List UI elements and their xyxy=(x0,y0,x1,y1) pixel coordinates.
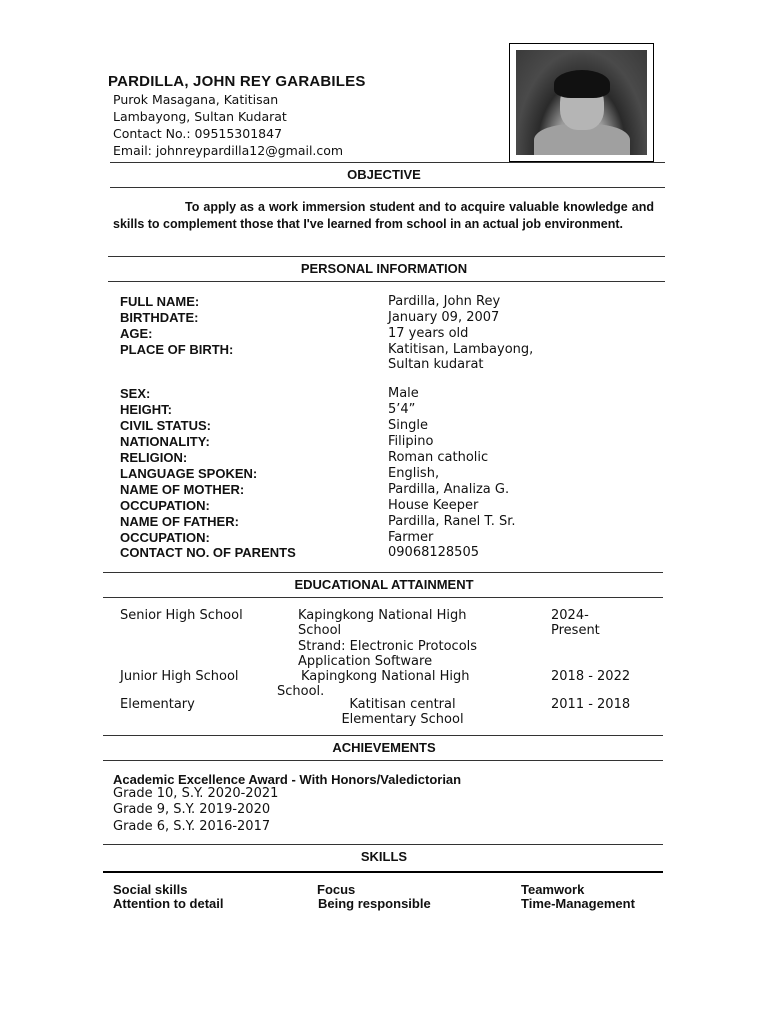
education-level-elementary: Elementary xyxy=(120,697,195,712)
label-sex: SEX: xyxy=(120,386,151,401)
education-strand-senior: Strand: Electronic Protocols Application Software xyxy=(298,639,478,669)
label-birthdate: BIRTHDATE: xyxy=(120,310,199,325)
skill-item: Teamwork xyxy=(521,882,585,897)
objective-text: To apply as a work immersion student and to acquire valuable knowledge and skills to complement those that I've learned from school in an actual job environment. xyxy=(113,200,654,231)
value-nationality: Filipino xyxy=(388,434,434,449)
divider xyxy=(110,162,665,163)
address-line-2: Lambayong, Sultan Kudarat xyxy=(113,109,287,124)
achievement-item: Grade 6, S.Y. 2016-2017 xyxy=(113,819,271,834)
value-mother-occupation: House Keeper xyxy=(388,498,479,513)
education-years-senior: 2024- Present xyxy=(551,608,600,638)
label-father-occupation: OCCUPATION: xyxy=(120,530,210,545)
label-mother-occupation: OCCUPATION: xyxy=(120,498,210,513)
value-religion: Roman catholic xyxy=(388,450,489,465)
value-name-of-mother: Pardilla, Analiza G. xyxy=(388,482,510,497)
skill-item: Focus xyxy=(317,882,356,897)
address-line-1: Purok Masagana, Katitisan xyxy=(113,92,279,107)
label-full-name: FULL NAME: xyxy=(120,294,200,309)
divider xyxy=(108,256,665,257)
label-height: HEIGHT: xyxy=(120,402,172,417)
contact-number: Contact No.: 09515301847 xyxy=(113,126,283,141)
divider xyxy=(103,572,663,573)
divider xyxy=(103,760,663,761)
label-nationality: NATIONALITY: xyxy=(120,434,210,449)
skill-item: Attention to detail xyxy=(113,896,224,911)
divider xyxy=(103,735,663,736)
value-age: 17 years old xyxy=(388,326,469,341)
value-birthdate: January 09, 2007 xyxy=(388,310,500,325)
applicant-photo xyxy=(509,43,654,162)
email-address: Email: johnreypardilla12@gmail.com xyxy=(113,143,344,158)
value-height: 5’4” xyxy=(388,402,416,417)
value-sex: Male xyxy=(388,386,419,401)
education-level-junior: Junior High School xyxy=(120,669,239,684)
personal-info-heading: PERSONAL INFORMATION xyxy=(300,261,468,276)
education-school-elementary: Katitisan central Elementary School xyxy=(341,697,464,727)
label-civil-status: CIVIL STATUS: xyxy=(120,418,211,433)
label-age: AGE: xyxy=(120,326,153,341)
value-full-name: Pardilla, John Rey xyxy=(388,294,501,309)
label-name-of-father: NAME OF FATHER: xyxy=(120,514,239,529)
value-parents-contact: 09068128505 xyxy=(388,545,479,560)
label-parents-contact: CONTACT NO. OF PARENTS xyxy=(120,545,296,560)
divider xyxy=(103,597,663,598)
label-language-spoken: LANGUAGE SPOKEN: xyxy=(120,466,258,481)
achievement-item: Grade 10, S.Y. 2020-2021 xyxy=(113,786,279,801)
label-name-of-mother: NAME OF MOTHER: xyxy=(120,482,245,497)
divider xyxy=(110,187,665,188)
education-level-senior: Senior High School xyxy=(120,608,243,623)
achievements-heading: ACHIEVEMENTS xyxy=(332,740,436,755)
label-place-of-birth: PLACE OF BIRTH: xyxy=(120,342,234,357)
education-school-junior: Kapingkong National High xyxy=(301,669,470,684)
divider xyxy=(103,844,663,845)
objective-heading: OBJECTIVE xyxy=(347,167,421,182)
divider xyxy=(108,281,665,282)
value-father-occupation: Farmer xyxy=(388,530,434,545)
value-language-spoken: English, xyxy=(388,466,440,481)
skill-item: Being responsible xyxy=(318,896,431,911)
divider xyxy=(103,871,663,873)
education-school-junior-cont: School. xyxy=(277,684,325,699)
education-school-senior: Kapingkong National High School xyxy=(298,608,467,638)
value-name-of-father: Pardilla, Ranel T. Sr. xyxy=(388,514,516,529)
value-civil-status: Single xyxy=(388,418,428,433)
achievement-award: Academic Excellence Award - With Honors/Valedictorian xyxy=(113,772,462,787)
label-religion: RELIGION: xyxy=(120,450,188,465)
skill-item: Time-Management xyxy=(521,896,635,911)
education-heading: EDUCATIONAL ATTAINMENT xyxy=(294,577,474,592)
education-years-elementary: 2011 - 2018 xyxy=(551,697,631,712)
applicant-name: PARDILLA, JOHN REY GARABILES xyxy=(108,73,366,90)
skills-heading: SKILLS xyxy=(360,849,408,864)
achievement-item: Grade 9, S.Y. 2019-2020 xyxy=(113,802,271,817)
value-place-of-birth: Katitisan, Lambayong, Sultan kudarat xyxy=(388,342,534,372)
education-years-junior: 2018 - 2022 xyxy=(551,669,631,684)
skill-item: Social skills xyxy=(113,882,188,897)
